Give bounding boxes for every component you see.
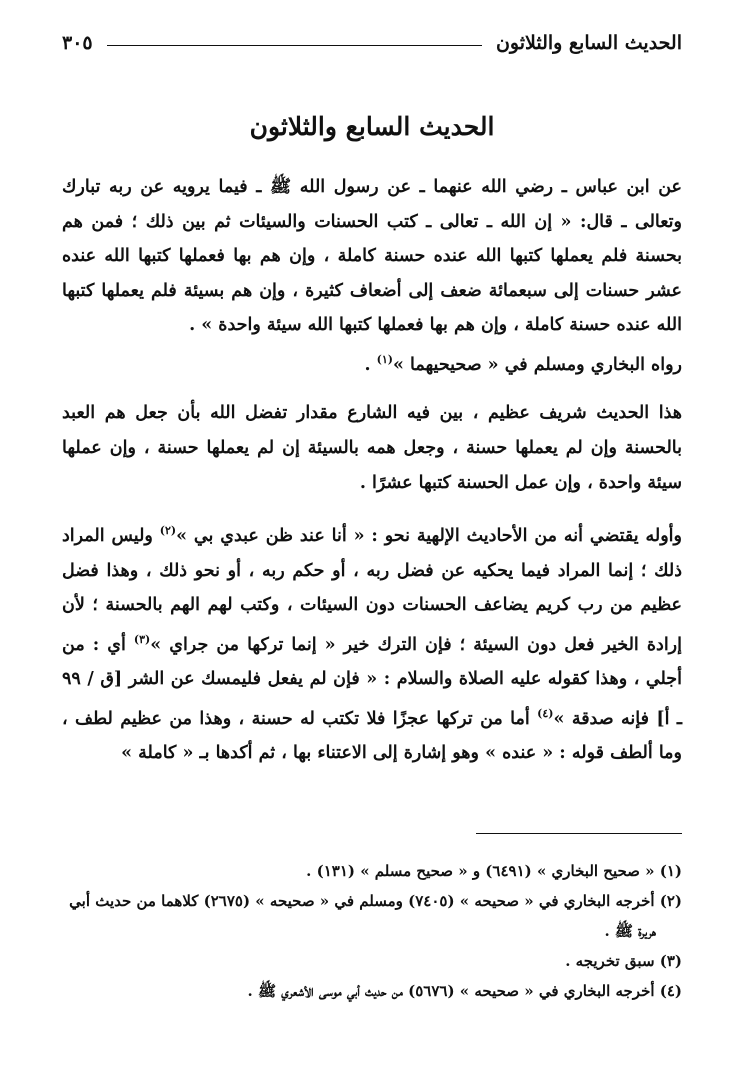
main-text (62, 170, 682, 771)
running-title: الحديث السابع والثلاثون (495, 32, 682, 54)
commentary-part-a: وأوله يقتضي أنه من الأحاديث الإلهية نحو : « أنا عند ظن عبدي بي » (176, 526, 682, 546)
footnote-1: (١) « صحيح البخاري » (٦٤٩١) و « صحيح مسلم » (١٣١) . (306, 862, 682, 880)
narration-paragraph: رواه البخاري ومسلم في « صحيحيهما »$^{(١)}$ . (364, 352, 682, 375)
commentary-part-b: وليس المراد ذلك ؛ إنما المراد فيما يحكيه عن فضل ربه ، أو حكم ربه ، أو نحو ذلك ، وهذا فضل عظيم من رب كريم يضاعف الحسنات دون السيئات ، وكتب لهم الهم بالحسنة ؛ لأن إرادة الخير فعل دون السيئة ؛ فإن الترك خير « إنما تركها من جراي » (62, 526, 682, 655)
footnote-2: (٢) أخرجه البخاري في « صحيحه » (٧٤٠٥) ومسلم في « صحيحه » (٢٦٧٥) كلاهما من حديث أبي (69, 892, 682, 910)
header-rule (107, 45, 482, 46)
commentary-paragraph-1: هذا الحديث شريف عظيم ، بين فيه الشارع مقدار تفضل الله بأن جعل هم العبد بالحسنة وإن لم يعملها حسنة ، وجعل همه بالسيئة إن لم يعملها حسنة ، وإن عملها سيئة واحدة ، وإن عمل الحسنة كتبها عشرًا . (62, 403, 682, 493)
narration-text: رواه البخاري ومسلم في « صحيحيهما » (393, 354, 682, 375)
commentary-paragraph-2 (62, 514, 682, 771)
footnote-4: (٤) أخرجه البخاري في « صحيحه » (٥٦٧٦) من حديث أبي موسى الأشعري ﷺ . (247, 982, 682, 1000)
footnote-2-continued: هريرة ﷺ . (604, 922, 656, 940)
footnote-ref-4: (٤) (537, 706, 554, 720)
hadith-text-paragraph: عن ابن عباس ـ رضي الله عنهما ـ عن رسول الله ﷺ ـ فيما يرويه عن ربه تبارك وتعالى ـ قال: « إن الله ـ تعالى ـ كتب الحسنات والسيئات ثم بين ذلك ؛ فمن هم بحسنة فلم يعملها كتبها الله عنده حسنة كاملة ، وإن هم بها فعملها كتبها الله عنده عشر حسنات إلى سبعمائة ضعف إلى أضعاف كثيرة ، وإن هم بسيئة فلم يعملها كتبها الله عنده حسنة كاملة ، وإن هم بها فعملها كتبها الله سيئة واحدة » . (62, 177, 683, 336)
footnote-separator (476, 833, 682, 834)
hadith-title: الحديث السابع والثلاثون (249, 112, 495, 141)
running-header (62, 32, 682, 54)
footnote-ref-3: (٣) (133, 632, 151, 646)
commentary-part-d: أما من تركها عجزًا فلا تكتب له حسنة ، وهذا من عظيم لطف ، وما ألطف قوله : « عنده » وهو إشارة إلى الاعتناء بها ، ثم أكدها بـ « كاملة » (62, 708, 682, 764)
page-number: ٣٠٥ (62, 32, 93, 54)
footnote-ref-1: (١) (376, 352, 394, 366)
commentary-part-c: أي : من أجلي ، وهذا كقوله عليه الصلاة والسلام : « فإن لم يفعل فليمسك عن الشر [ق / ٩٩ ـ أ] فإنه صدقة » (62, 634, 682, 729)
footnote-3: (٣) سبق تخريجه . (565, 952, 682, 970)
footnotes (62, 856, 682, 1006)
footnote-ref-2: (٢) (159, 524, 177, 538)
